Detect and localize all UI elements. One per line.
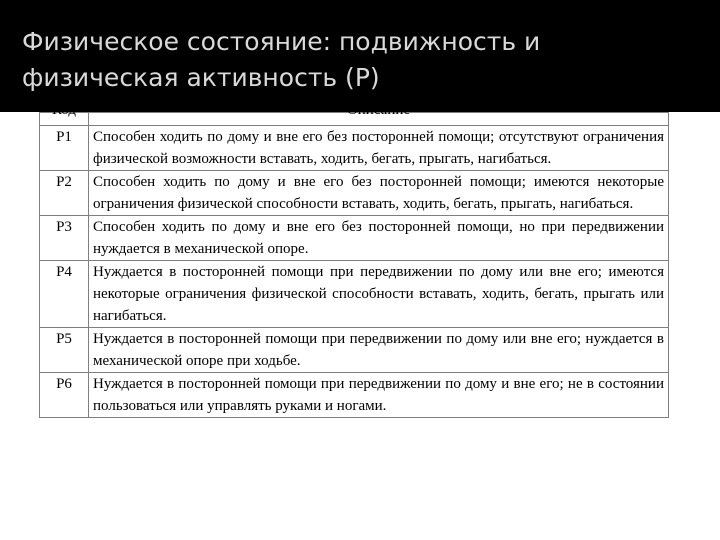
row-code: P1 [40, 126, 89, 171]
table-row [40, 373, 669, 418]
row-code: P3 [40, 216, 89, 261]
row-description: Способен ходить по дому и вне его без посторонней помощи, но при передвижении нуждается в механической опоре. [89, 216, 669, 261]
row-description: Нуждается в посторонней помощи при передвижении по дому или вне его; нуждается в механической опоре при ходьбе. [89, 328, 669, 373]
row-code: P6 [40, 373, 89, 418]
row-code: P2 [40, 171, 89, 216]
table-row [40, 328, 669, 373]
table-header-row [40, 113, 669, 126]
slide-title: Физическое состояние: подвижность и физическая активность (Р) [22, 27, 541, 92]
table-row [40, 216, 669, 261]
header-code: Код [40, 113, 89, 126]
row-description: Нуждается в посторонней помощи при передвижении по дому и вне его; не в состоянии пользоваться или управлять руками и ногами. [89, 373, 669, 418]
table-row [40, 261, 669, 328]
row-description: Нуждается в посторонней помощи при передвижении по дому или вне его; имеются некоторые ограничения физической способности вставать, ходить, бегать, прыгать или нагибаться. [89, 261, 669, 328]
row-description: Способен ходить по дому и вне его без посторонней помощи; отсутствуют ограничения физической возможности вставать, ходить, бегать, прыгать, нагибаться. [89, 126, 669, 171]
table-row [40, 171, 669, 216]
mobility-table [39, 102, 669, 418]
header-description: Описание [89, 113, 669, 126]
title-bar [0, 0, 720, 112]
row-description: Способен ходить по дому и вне его без посторонней помощи; имеются некоторые ограничения физической способности вставать, ходить, бегать, прыгать, нагибаться. [89, 171, 669, 216]
row-code: P5 [40, 328, 89, 373]
table-row [40, 126, 669, 171]
row-code: P4 [40, 261, 89, 328]
